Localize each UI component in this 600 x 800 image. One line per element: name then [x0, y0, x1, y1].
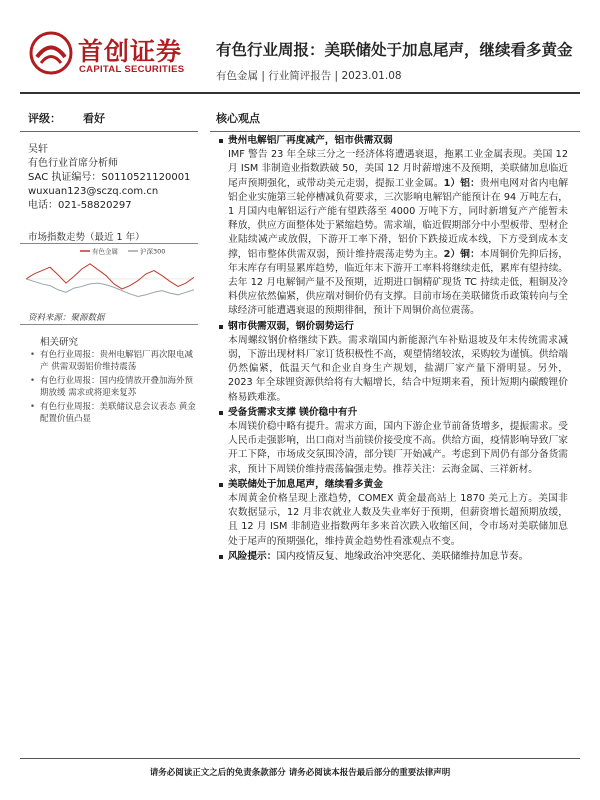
- index-trend-chart: [22, 246, 198, 308]
- chart-divider: [20, 243, 198, 244]
- legend-label: 沪深300: [140, 247, 166, 256]
- report-meta: [216, 68, 402, 83]
- chart-title: 市场指数走势（最近 1 年）: [28, 232, 145, 243]
- risk-label: 风险提示：: [228, 550, 277, 562]
- series-line-1: [26, 279, 194, 297]
- analyst-title: 有色行业首席分析师: [28, 158, 118, 169]
- related-item[interactable]: • 有色行业周报：美联储议息会议表态 黄金配置价值凸显: [40, 402, 200, 425]
- report-industry: 有色金属: [216, 70, 258, 82]
- core-views-title: 核心观点: [216, 112, 260, 125]
- capital-securities-logo-icon: [28, 30, 74, 76]
- section-body: 本周螺纹钢价格继续下跌。需求端国内新能源汽车补贴退坡及年末传统需求减弱，下游出现材料厂家订货积极性不高，观望情绪较浓，采购较为谨慎。供给端仍然偏紧，低温天气和企业自身生产规划，盐湖厂家产量下滑明显。另外，2023 年全球锂资源供给将有大幅增长，结合中短期来看，预计短期内碳酸锂价格易跌难涨。: [228, 334, 568, 403]
- header-divider: [20, 92, 580, 94]
- footer-divider: [20, 758, 580, 759]
- subsection-marker: 2）铜：: [443, 248, 480, 260]
- footer-disclaimer: 请务必阅读正文之后的免责条款部分 请务必阅读本报告最后部分的重要法律声明: [149, 768, 451, 778]
- related-research-list: [40, 350, 200, 428]
- section-body: [228, 148, 568, 318]
- legend-label: 有色金属: [92, 247, 118, 256]
- source-divider: [20, 324, 198, 325]
- analyst-info: [28, 143, 190, 213]
- analyst-name: 吴轩: [28, 144, 48, 155]
- core-divider: [210, 131, 580, 132]
- company-logo: [28, 30, 203, 76]
- logo-text-en: CAPITAL SECURITIES: [79, 64, 185, 75]
- rating-value: 看好: [83, 112, 105, 125]
- analyst-sac: SAC 执证编号：S0110521120001: [28, 172, 191, 183]
- meta-separator: |: [258, 70, 269, 82]
- rating: [28, 110, 105, 126]
- report-date: 2023.01.08: [341, 70, 402, 82]
- related-item[interactable]: • 有色行业周报：贵州电解铝厂再次限电减产 供需双弱铝价维持震荡: [40, 350, 200, 373]
- chart-source: 资料来源：聚源数据: [28, 313, 105, 323]
- related-item[interactable]: • 有色行业周报：国内疫情放开叠加海外预期放缓 需求或将迎来复苏: [40, 376, 200, 399]
- related-research-title: 相关研究: [40, 337, 79, 348]
- meta-separator: |: [331, 70, 342, 82]
- risk-text: 国内疫情反复、地缘政治冲突恶化、美联储维持加息节奏。: [276, 550, 529, 562]
- risk-warning: [228, 550, 568, 564]
- section-text: 贵州电网对省内电解铝企业实施第三轮停槽减负荷要求，三次影响电解铝产能预计在 94 万吨左右，1 月国内电解铝运行产能有望跌落至 4000 万吨下方，同时新增复产产能暂未释放，供应方面整体处于紧缩趋势。需求端，临近假期部分中小型板带、型材企业陆续减产或放假，下游开工率下滑，铝价下跌接近成本线，下方受到成本支撑，铝市整体供需双弱，预计维持震荡走势为主。: [228, 177, 569, 260]
- analyst-phone: 电话：021-58820297: [28, 200, 132, 211]
- section-heading: 贵州电解铝厂再度减产，铝市供需双弱: [228, 134, 568, 148]
- section-heading: 钢市供需双弱，钢价弱势运行: [228, 320, 568, 334]
- report-title: 有色行业周报：美联储处于加息尾声，继续看多黄金: [216, 41, 573, 59]
- section-text: IMF 警告 23 年全球三分之一经济体将遭遇衰退，拖累工业金属表现。美国 12 月 ISM 非制造业指数跌破 50，美国 12 月时薪增速不及预期，美联储加息临近尾声预期强化，或带动美元走弱，提振工业金属。: [228, 149, 568, 189]
- left-divider: [20, 131, 198, 132]
- core-views-content: [228, 134, 568, 564]
- logo-text-cn: 首创证券: [78, 37, 183, 66]
- section-body: 本周镁价稳中略有提升。需求方面，国内下游企业节前备货增多，提振需求。受人民币走强影响，出口商对当前镁价接受度不高。供给方面，疫情影响导致厂家开工下降，市场成交氛围冷清，部分镁厂开始减产。考虑到下周仍有部分备货需求，预计下周镁价维持震荡偏强走势。推荐关注：云海金属、三祥新材。: [228, 421, 568, 475]
- subsection-marker: 1）铝：: [443, 177, 480, 189]
- report-type: 行业简评报告: [268, 70, 332, 82]
- rating-label: 评级：: [28, 112, 61, 125]
- section-body: 本周黄金价格呈现上涨趋势，COMEX 黄金最高站上 1870 美元上方。美国非农数据显示，12 月非农就业人数及失业率好于预期，但薪资增长超预期放缓，且 12 月 ISM 非制造业指数两年多来首次跌入收缩区间，令市场对美联储加息处于尾声的预期强化，维持黄金趋势性看涨观点不变。: [228, 493, 568, 547]
- section-text: 本周铜价先抑后扬，年末库存有明显累库趋势，临近年末下游开工率料将继续走低，累库有望持续。去年 12 月电解铜产量不及预期，近期进口铜精矿现货 TC 持续走低，粗铜及冷料供应依然偏紧，供应端对铜价仍有支撑。目前市场在美联储货币政策转向与全球经济可能遭遇衰退的预期徘徊，预计下周铜价高位震荡。: [228, 248, 569, 317]
- section-heading: 美联储处于加息尾声，继续看多黄金: [228, 478, 568, 492]
- analyst-email[interactable]: wuxuan123@sczq.com.cn: [28, 186, 159, 197]
- series-line-0: [26, 264, 194, 289]
- section-heading: 受备货需求支撑 镁价稳中有升: [228, 406, 568, 420]
